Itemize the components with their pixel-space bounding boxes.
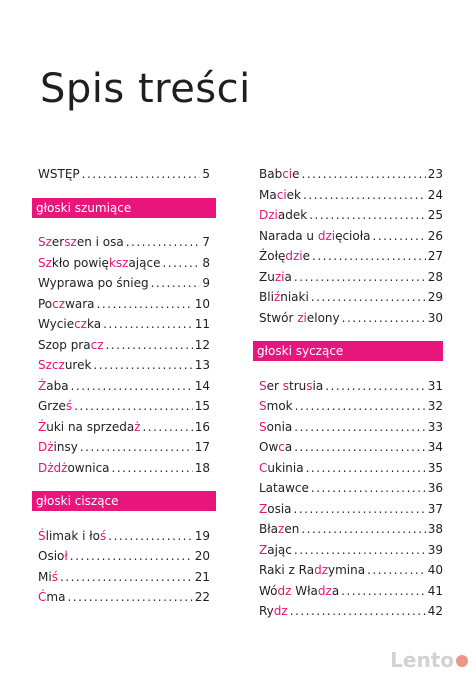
dot-leader [106, 335, 193, 355]
toc-entry[interactable] [259, 437, 443, 457]
dot-leader [373, 226, 426, 246]
toc-entry[interactable] [38, 253, 210, 273]
section-header: głoski szumiące [32, 198, 216, 218]
dot-leader [67, 587, 192, 607]
dot-leader [306, 458, 426, 478]
toc-entry-title: Szerszen i osa [38, 235, 124, 249]
dot-leader [60, 567, 193, 587]
toc-page-number: 19 [194, 528, 210, 543]
dot-leader [311, 478, 426, 498]
toc-entry-title: Szczurek [38, 358, 92, 372]
toc-page-number: 31 [427, 378, 443, 393]
dot-leader [309, 205, 426, 225]
section-header: głoski syczące [253, 341, 443, 361]
dot-leader [103, 314, 193, 334]
dot-leader [294, 540, 426, 560]
toc-entry[interactable] [38, 164, 210, 184]
toc-entry-title: Owca [259, 440, 293, 454]
toc-page-number: 41 [427, 583, 443, 598]
toc-entry-title: Wyprawa po śnieg [38, 276, 149, 290]
watermark-dot-icon [456, 655, 468, 667]
toc-entry-title: Latawce [259, 481, 309, 495]
toc-page-number: 8 [202, 255, 210, 270]
toc-entry-title: Błazen [259, 522, 300, 536]
toc-entry-title: Poczwara [38, 296, 95, 311]
toc-entry-title: Wycieczka [38, 317, 102, 331]
toc-page-number: 9 [202, 276, 210, 290]
toc-entry-title: Żaba [38, 378, 69, 393]
dot-leader [290, 601, 426, 621]
dot-leader [71, 376, 193, 396]
toc-entry[interactable] [259, 560, 443, 580]
dot-leader [97, 294, 193, 314]
toc-entry-title: Szop pracz [38, 337, 104, 352]
dot-leader [294, 417, 425, 437]
dot-leader [80, 437, 193, 457]
toc-page-number: 15 [194, 399, 210, 413]
toc-entry[interactable] [259, 478, 443, 498]
dot-leader [294, 499, 426, 519]
toc-entry[interactable] [38, 526, 210, 546]
toc-page-number: 24 [427, 187, 443, 202]
toc-entry[interactable] [259, 226, 443, 246]
toc-entry-title: Zosia [259, 501, 292, 516]
toc-entry-title: Stwór zielony [259, 310, 340, 325]
dot-leader [74, 396, 193, 416]
toc-page-number: 36 [427, 481, 443, 495]
toc-entry-title: Grześ [38, 399, 73, 413]
toc-entry[interactable] [38, 396, 210, 416]
toc-entry[interactable] [259, 205, 443, 225]
toc-entry[interactable] [259, 458, 443, 478]
dot-leader [70, 546, 193, 566]
toc-entry[interactable] [38, 587, 210, 607]
toc-entry[interactable] [38, 458, 210, 478]
section-header: głoski ciszące [32, 491, 216, 511]
toc-entry-title: Smok [259, 399, 293, 413]
dot-leader [311, 287, 426, 307]
toc-page-number: 40 [427, 563, 443, 577]
toc-entry[interactable] [38, 376, 210, 396]
dot-leader [301, 519, 425, 539]
toc-entry[interactable] [259, 519, 443, 539]
toc-entry-title: Dżinsy [38, 440, 78, 454]
dot-leader [142, 417, 192, 437]
toc-page-number: 39 [427, 542, 443, 557]
toc-page-number: 18 [194, 460, 210, 475]
watermark-logo: Lento [390, 648, 468, 672]
toc-page-number: 38 [427, 522, 443, 536]
dot-leader [303, 185, 426, 205]
toc-entry[interactable] [38, 294, 210, 314]
toc-entry[interactable] [259, 185, 443, 205]
toc-entry[interactable] [38, 335, 210, 355]
toc-entry[interactable] [38, 567, 210, 587]
toc-page-number: 17 [194, 440, 210, 454]
toc-entry[interactable] [259, 267, 443, 287]
toc-page-number: 25 [427, 208, 443, 222]
toc-entry-title: Babcie [259, 167, 300, 181]
toc-page-number: 21 [194, 569, 210, 584]
toc-page-number: 37 [427, 501, 443, 516]
toc-entry-title: Ser strusia [259, 378, 324, 393]
toc-page-number: 42 [427, 604, 443, 618]
toc-entry-title: Osioł [38, 549, 68, 563]
toc-entry[interactable] [259, 308, 443, 328]
toc-page-number: 34 [427, 440, 443, 454]
toc-entry-title: Narada u dzięcioła [259, 228, 371, 243]
toc-page-number: 28 [427, 269, 443, 284]
dot-leader [112, 458, 193, 478]
toc-page-number: 22 [194, 590, 210, 604]
dot-leader [341, 581, 426, 601]
toc-entry-title: Szkło powiększające [38, 255, 161, 270]
toc-entry[interactable] [38, 314, 210, 334]
toc-page-number: 7 [202, 235, 210, 249]
toc-entry-title: Sonia [259, 419, 293, 434]
dot-leader [312, 246, 426, 266]
toc-page-number: 12 [194, 337, 210, 352]
toc-entry[interactable] [259, 246, 443, 266]
toc-entry[interactable] [259, 376, 443, 396]
dot-leader [108, 526, 192, 546]
dot-leader [342, 308, 426, 328]
dot-leader [294, 267, 426, 287]
page-title: Spis treści [40, 65, 251, 112]
dot-leader [93, 355, 192, 375]
toc-page-number: 16 [194, 419, 210, 434]
toc-entry[interactable] [259, 164, 443, 184]
dot-leader [294, 437, 425, 457]
dot-leader [162, 253, 200, 273]
dot-leader [367, 560, 426, 580]
dot-leader [151, 273, 201, 293]
toc-page-number: 20 [194, 549, 210, 563]
toc-entry-title: Cukinia [259, 460, 304, 475]
toc-entry-title: Miś [38, 569, 58, 584]
toc-page-number: 23 [427, 167, 443, 181]
toc-entry[interactable] [259, 417, 443, 437]
toc-page-number: 14 [194, 378, 210, 393]
toc-entry[interactable] [259, 396, 443, 416]
toc-entry[interactable] [38, 355, 210, 375]
toc-page-number: 30 [427, 310, 443, 325]
toc-entry[interactable] [38, 273, 210, 293]
toc-entry-title: Dziadek [259, 208, 308, 222]
toc-page-number: 26 [427, 228, 443, 243]
toc-entry[interactable] [259, 601, 443, 621]
toc-entry[interactable] [38, 417, 210, 437]
toc-page-number: 33 [427, 419, 443, 434]
toc-entry-title: Rydz [259, 604, 288, 618]
toc-entry-title: Żołędzie [259, 249, 310, 263]
toc-entry[interactable] [259, 287, 443, 307]
toc-entry-title: Raki z Radzymina [259, 563, 366, 577]
toc-entry-title: Ślimak i łoś [38, 528, 107, 543]
dot-leader [325, 376, 425, 396]
toc-entry-title: Wódz Władza [259, 583, 340, 598]
dot-leader [126, 232, 201, 252]
toc-page-number: 11 [194, 317, 210, 331]
toc-entry-title: WSTĘP [38, 167, 80, 181]
toc-entry[interactable] [259, 499, 443, 519]
toc-page-number: 32 [427, 399, 443, 413]
toc-entry-title: Ćma [38, 590, 66, 604]
toc-entry[interactable] [259, 540, 443, 560]
toc-page-number: 27 [427, 249, 443, 263]
toc-entry[interactable] [38, 546, 210, 566]
toc-entry-title: Bliźniaki [259, 290, 309, 304]
dot-leader [302, 164, 426, 184]
toc-entry-title: Zając [259, 542, 292, 557]
toc-entry-title: Żuki na sprzedaż [38, 419, 141, 434]
toc-entry[interactable] [38, 437, 210, 457]
toc-page-number: 35 [427, 460, 443, 475]
toc-page-number: 5 [202, 167, 210, 181]
toc-entry-title: Maciek [259, 187, 301, 202]
toc-entry[interactable] [259, 581, 443, 601]
toc-page-number: 13 [194, 358, 210, 372]
dot-leader [82, 164, 201, 184]
toc-page-number: 29 [427, 290, 443, 304]
toc-entry-title: Zuzia [259, 269, 292, 284]
toc-entry[interactable] [38, 232, 210, 252]
dot-leader [295, 396, 426, 416]
toc-page-number: 10 [194, 296, 210, 311]
toc-entry-title: Dżdżownica [38, 460, 110, 475]
